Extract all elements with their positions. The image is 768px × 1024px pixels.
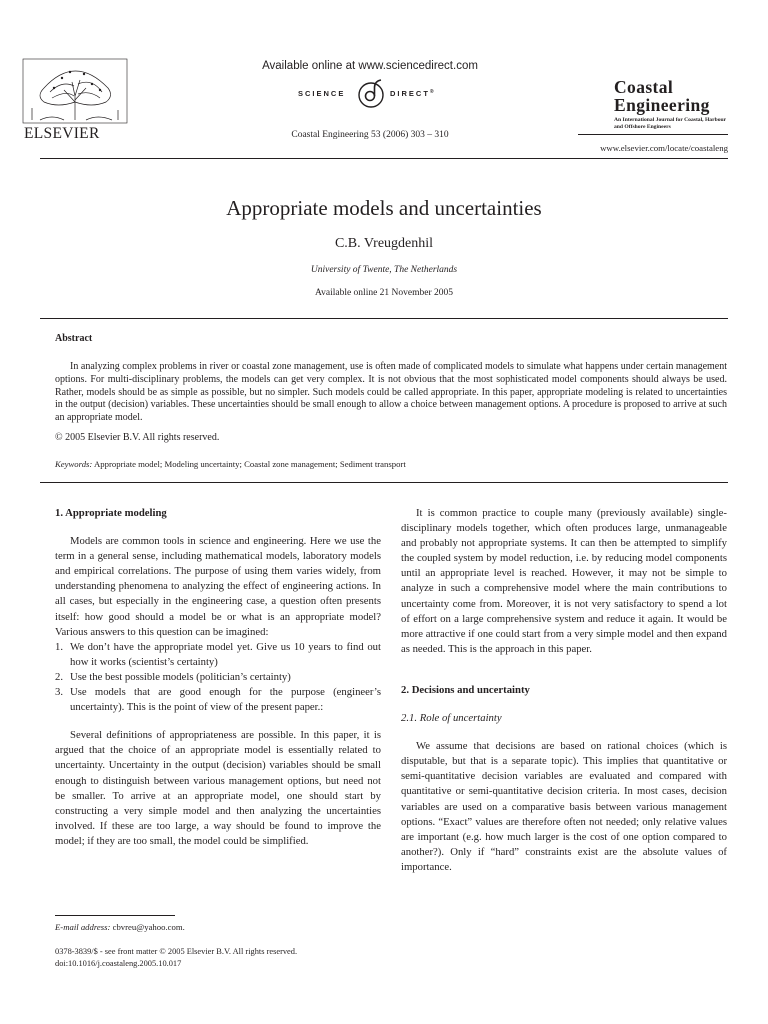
right-column xyxy=(401,506,727,875)
keywords-line xyxy=(55,459,406,469)
journal-name-line2: Engineering xyxy=(614,95,710,115)
journal-subtitle: An International Journal for Coastal, Harbour and Offshore Engineers xyxy=(614,117,726,130)
abstract-top-divider xyxy=(40,318,728,319)
left-column xyxy=(55,506,381,849)
masthead-divider xyxy=(578,134,728,135)
author-affiliation: University of Twente, The Netherlands xyxy=(310,265,458,275)
available-online-banner xyxy=(0,60,740,72)
sd-at-icon xyxy=(356,78,386,110)
list-item: 3. Use models that are good enough for the purpose (engineer’s uncertainty). This is the point of view of the present paper.: xyxy=(55,686,381,714)
section-2-paragraph-1: We assume that decisions are based on rational choices (which is disputable, but that is a separate topic). This implies that quantitative or semi-quantitative decision variables are evaluated and compared with quantitative or semi-quantitative decision criteria. In most cases, decision variables are used on a comparative basis between various management options. “Exact” values are therefore often not needed; only relative values are important (e.g. how much larger is the cost of one option compared to another?). Only if “hard” constraints exist are the absolute values of importance. xyxy=(401,740,727,873)
section-1-heading: 1. Appropriate modeling xyxy=(55,507,167,519)
email-label: E-mail address: xyxy=(55,922,111,932)
keywords-label: Keywords: xyxy=(55,459,93,469)
abstract-bottom-divider xyxy=(40,482,728,483)
answers-list xyxy=(55,640,381,715)
keywords-text: Appropriate model; Modeling uncertainty; Coastal zone management; Sediment transport xyxy=(94,459,406,469)
article-author: C.B. Vreugdenhil xyxy=(334,236,434,251)
header-divider xyxy=(40,158,728,159)
issn-line: 0378-3839/$ - see front matter © 2005 Elsevier B.V. All rights reserved. xyxy=(55,947,298,956)
section-1-paragraph-3: It is common practice to couple many (previously available) single-disciplinary models together, which often produces large, unmanageable and probably not appropriate systems. It can then be attempted to simplify the coupled system by model reduction, i.e. by reducing model components until an appropriate level is reached. However, it may not be simple to analyze in such a comprehensive model where the main contributions to uncertainty come from. Moreover, it is not very satisfactory to spend a lot of effort on a large comprehensive system and reduce it again. It would be more attractive if one could start from a very simple model and then expand as needed. This is the approach in this paper. xyxy=(401,507,727,655)
footnote-divider xyxy=(55,915,175,916)
abstract-body: In analyzing complex problems in river or coastal zone management, use is often made of complicated models to simulate what happens under certain management options. For multi-disciplinary problems, the models can get very complex. It is not obvious that the most sophisticated model components should always be used. Rather, models should be as simple as possible, but no simpler. Such models could be called appropriate. In this paper, appropriate modeling is related to uncertainties in the output (decision) variables. These uncertainties should be small enough to allow a choice between management options. A procedure is proposed to arrive at such an appropriate model. xyxy=(55,361,727,424)
journal-citation: Coastal Engineering 53 (2006) 303 – 310 xyxy=(291,130,449,140)
list-item: 1. We don’t have the appropriate model yet. Give us 10 years to find out how it works (scientist’s certainty) xyxy=(55,640,381,668)
section-1-paragraph-1: Models are common tools in science and engineering. Here we use the term in a general sense, including mathematical models, laboratory models and empirical correlations. The purpose of using them varies widely, from understanding phenomena to analyzing the effect of engineering actions. In all cases, but especially in the engineering case, a question often presents itself: how good should a model be or what is an appropriate model? Various answers to this question can be imagined: xyxy=(55,535,381,638)
email-footnote xyxy=(55,922,185,932)
available-date: Available online 21 November 2005 xyxy=(314,288,454,298)
issn-block xyxy=(55,946,297,969)
list-item: 2. Use the best possible models (politician’s certainty) xyxy=(55,670,291,683)
available-online-text: Available online at www.sciencedirect.com xyxy=(262,60,478,72)
abstract-heading: Abstract xyxy=(55,333,93,344)
article-title: Appropriate models and uncertainties xyxy=(226,196,542,220)
journal-masthead xyxy=(614,78,732,131)
doi-link[interactable]: doi:10.1016/j.coastaleng.2005.10.017 xyxy=(55,958,182,968)
sciencedirect-logo xyxy=(298,78,468,112)
journal-url-link[interactable]: www.elsevier.com/locate/coastaleng xyxy=(600,143,728,153)
abstract-copyright: © 2005 Elsevier B.V. All rights reserved. xyxy=(55,432,220,443)
section-1-paragraph-2: Several definitions of appropriateness are possible. In this paper, it is argued that the choice of an appropriate model is essentially related to uncertainty. Uncertainty in the output (decision) variables should be small enough to distinguish between various management options, but need not be smaller. To arrive at an appropriate model, one should start by constructing a very simple model and then analyzing the uncertainties involved. If these are too large, a way should be found to improve the model; if they are too small, the model could be simplified. xyxy=(55,729,381,847)
email-address-link[interactable]: cbvreu@yahoo.com. xyxy=(112,922,185,932)
publisher-wordmark: ELSEVIER xyxy=(24,125,100,142)
section-2-1-subheading: 2.1. Role of uncertainty xyxy=(401,712,502,725)
sd-science-text: SCIENCE xyxy=(298,89,346,98)
journal-name-line1: Coastal xyxy=(614,77,674,97)
sd-direct-text: DIRECT® xyxy=(390,89,436,98)
section-2-heading: 2. Decisions and uncertainty xyxy=(401,683,530,696)
